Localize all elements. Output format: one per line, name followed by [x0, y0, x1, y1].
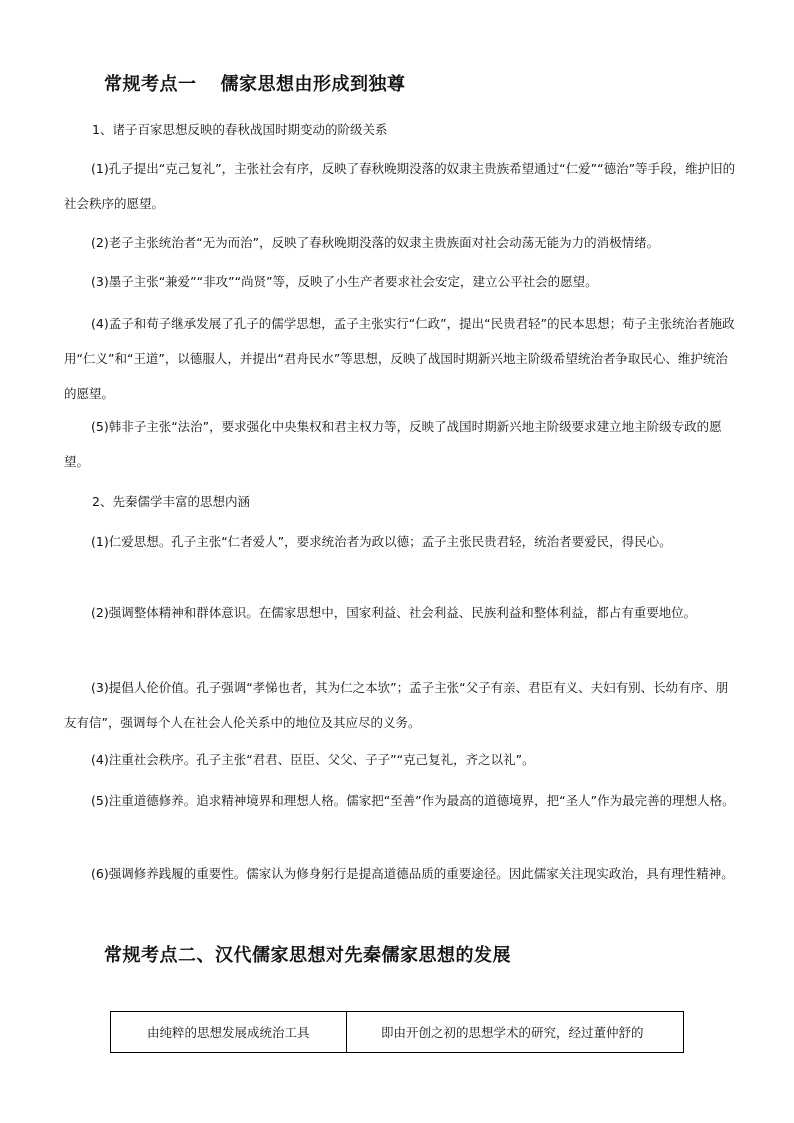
paragraph: (5)注重道德修养。追求精神境界和理想人格。儒家把“至善”作为最高的道德境界，把“圣人”作为最完善的理想人格。	[91, 793, 735, 808]
table-cell-right: 即由开创之初的思想学术的研究，经过董仲舒的	[381, 1025, 644, 1040]
paragraph: (4)孟子和荀子继承发展了孔子的儒学思想，孟子主张实行“仁政”，提出“民贵君轻”的民本思想；荀子主张统治者施政用“仁义”和“王道”，以德服人，并提出“君舟民水”等思想，反映了战国时期新兴地主阶级希望统治者争取民心、维护统治的愿望。	[64, 316, 735, 401]
paragraph: (2)强调整体精神和群体意识。在儒家思想中，国家利益、社会利益、民族利益和整体利益，都占有重要地位。	[91, 605, 697, 620]
subsection2-heading: 2、先秦儒学丰富的思想内涵	[92, 494, 250, 509]
section1-title-text: 儒家思想由形成到独尊	[220, 74, 406, 95]
paragraph: (2)老子主张统治者“无为而治”，反映了春秋晚期没落的奴隶主贵族面对社会动荡无能为力的消极情绪。	[91, 235, 660, 250]
section2-title: 常规考点二、汉代儒家思想对先秦儒家思想的发展	[104, 945, 511, 966]
paragraph: (3)提倡人伦价值。孔子强调“孝悌也者，其为仁之本欤”；孟子主张“父子有亲、君臣有义、夫妇有别、长幼有序、朋友有信”，强调每个人在社会人伦关系中的地位及其应尽的义务。	[64, 680, 729, 730]
section1-title-number: 常规考点一	[104, 74, 197, 95]
paragraph: (6)强调修养践履的重要性。儒家认为修身躬行是提高道德品质的重要途径。因此儒家关注现实政治，具有理性精神。	[91, 866, 734, 881]
comparison-table	[110, 1011, 684, 1053]
paragraph: (3)墨子主张“兼爱”“非攻”“尚贤”等，反映了小生产者要求社会安定，建立公平社会的愿望。	[91, 274, 598, 289]
subsection1-heading: 1、诸子百家思想反映的春秋战国时期变动的阶级关系	[92, 122, 388, 137]
paragraph: (1)仁爱思想。孔子主张“仁者爱人”，要求统治者为政以德；孟子主张民贵君轻，统治者要爱民，得民心。	[91, 534, 672, 549]
paragraph: (1)孔子提出“克己复礼”，主张社会有序，反映了春秋晚期没落的奴隶主贵族希望通过“仁爱”“德治”等手段，维护旧的社会秩序的愿望。	[64, 161, 736, 211]
section1-title	[104, 70, 406, 96]
paragraph: (5)韩非子主张“法治”，要求强化中央集权和君主权力等，反映了战国时期新兴地主阶级要求建立地主阶级专政的愿望。	[64, 419, 722, 469]
table-cell-left: 由纯粹的思想发展成统治工具	[111, 1012, 347, 1052]
paragraph: (4)注重社会秩序。孔子主张“君君、臣臣、父父、子子”“克己复礼，齐之以礼”。	[91, 752, 535, 767]
